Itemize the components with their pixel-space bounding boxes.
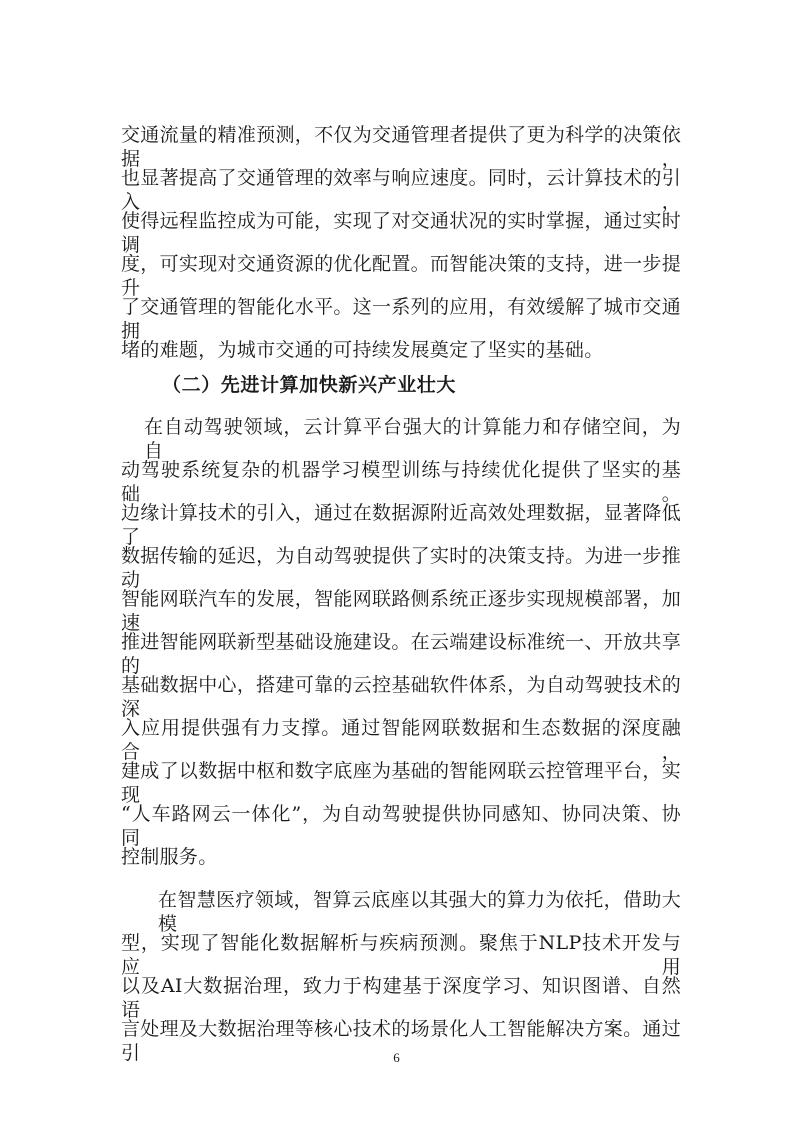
- paragraph-line: 基础数据中心，搭建可靠的云控基础软件体系，为自动驾驶技术的深: [121, 674, 681, 720]
- paragraph-line: 使得远程监控成为可能，实现了对交通状况的实时掌握，通过实时调: [121, 210, 681, 256]
- page-number: 6: [393, 1050, 400, 1065]
- paragraph-line: 度，可实现对交通资源的优化配置。而智能决策的支持，进一步提升: [121, 253, 681, 299]
- paragraph-line: 建成了以数据中枢和数字底座为基础的智能网联云控管理平台，实现: [121, 760, 681, 806]
- paragraph-line: 数据传输的延迟，为自动驾驶提供了实时的决策支持。为进一步推动: [121, 545, 681, 591]
- paragraph-line: 了交通管理的智能化水平。这一系列的应用，有效缓解了城市交通拥: [121, 296, 681, 342]
- paragraph-line: 控制服务。: [121, 846, 218, 868]
- paragraph-line: 智能网联汽车的发展，智能网联路侧系统正逐步实现规模部署，加速: [121, 588, 681, 634]
- paragraph-line: “人车路网云一体化”，为自动驾驶提供协同感知、协同决策、协同: [121, 803, 681, 849]
- paragraph-line: 交通流量的精准预测，不仅为交通管理者提供了更为科学的决策依据，: [121, 124, 681, 170]
- paragraph-line: 堵的难题，为城市交通的可持续发展奠定了坚实的基础。: [121, 339, 604, 361]
- paragraph-line: 边缘计算技术的引入，通过在数据源附近高效处理数据，显著降低了: [121, 502, 681, 548]
- paragraph-line: 言处理及大数据治理等核心技术的场景化人工智能解决方案。通过引: [121, 1018, 681, 1064]
- paragraph-line: 动驾驶系统复杂的机器学习模型训练与持续优化提供了坚实的基础。: [121, 459, 681, 505]
- paragraph-line: 也显著提高了交通管理的效率与响应速度。同时，云计算技术的引入，: [121, 167, 681, 213]
- paragraph-line: 推进智能网联新型基础设施建设。在云端建设标准统一、开放共享的: [121, 631, 681, 677]
- paragraph-line: 型，实现了智能化数据解析与疾病预测。聚焦于NLP技术开发与应用: [121, 932, 681, 978]
- paragraph-line: 在自动驾驶领域，云计算平台强大的计算能力和存储空间，为自: [144, 416, 681, 462]
- paragraph-line: 以及AI大数据治理，致力于构建基于深度学习、知识图谱、自然语: [121, 975, 681, 1021]
- paragraph-line: 入应用提供强有力支撑。通过智能网联数据和生态数据的深度融合，: [121, 717, 681, 763]
- section-heading: （二）先进计算加快新兴产业壮大: [162, 374, 457, 396]
- paragraph-line: 在智慧医疗领域，智算云底座以其强大的算力为依托，借助大模: [158, 889, 681, 935]
